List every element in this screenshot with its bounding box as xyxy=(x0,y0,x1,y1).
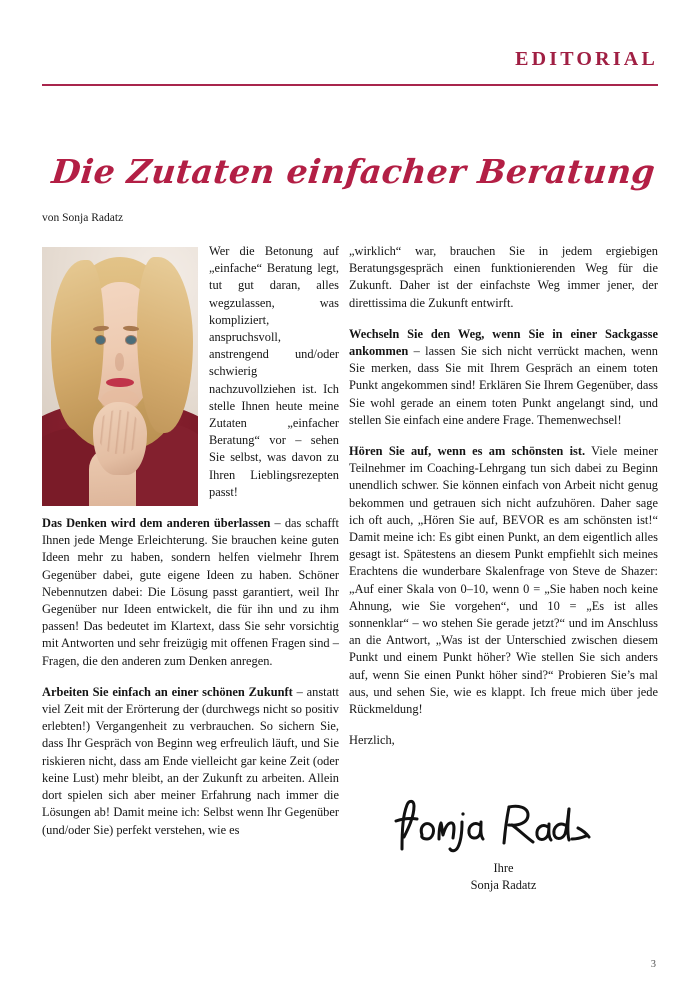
author-portrait-photo xyxy=(42,247,198,506)
paragraph-lead: Arbeiten Sie einfach an einer schönen Zukunft xyxy=(42,684,293,699)
paragraph-lead: Hören Sie auf, wenn es am schönsten ist. xyxy=(349,444,586,459)
paragraph xyxy=(349,443,658,718)
section-kicker: EDITORIAL xyxy=(515,48,658,70)
portrait-fingers xyxy=(98,410,140,454)
paragraph xyxy=(349,243,658,312)
paragraph-body: – anstatt viel Zeit mit der Erörterung der (durchwegs nicht so positiv erlebten!) Vergangenheit zu verbrauchen. So sichern Sie, dass Ihr Gespräch von Beginn weg erfreulich läuft, und Sie riskieren nicht, dass am Ende vielleicht gar keine Zeit (oder keine Lust) mehr bleibt, an der Zukunft zu arbeiten. Allein dort spielen sich aber meiner Erfahrung nach immer die Lösungen ab! Damit meine ich: Selbst wenn Ihr Gegenüber (und/oder Sie) perfekt verstehen, wie es xyxy=(42,684,339,837)
signature-caption-line2: Sonja Radatz xyxy=(470,878,537,893)
paragraph-body: Wer die Betonung auf „einfache“ Beratung legt, tut gut daran, alles wegzulassen, was kompliziert, anspruchsvoll, anstrengend und/oder schwierig nachzuvollziehen ist. Ich stelle Ihnen heute meine Zutaten „einfacher Beratung“ vor – sehen Sie selbst, was davon zu Ihren Lieblingsrezepten passt! xyxy=(209,244,339,499)
paragraph xyxy=(42,684,339,839)
paragraph xyxy=(42,515,339,670)
portrait-hair-front-left xyxy=(51,260,104,431)
portrait-nose xyxy=(115,353,124,371)
paragraph-lead: Das Denken wird dem anderen überlassen xyxy=(42,516,271,531)
page-title: Die Zutaten einfacher Beratung xyxy=(49,152,658,192)
page-number: 3 xyxy=(650,959,656,970)
article-column-left xyxy=(42,243,339,915)
paragraph-lead: Wechseln Sie den Weg, wenn Sie in einer Sackgasse ankommen xyxy=(349,326,658,359)
paragraph-closing xyxy=(349,732,658,749)
paragraph-body: – lassen Sie sich nicht verrückt machen, wenn Sie merken, dass Sie mit Ihrem Gespräch an einem toten Punkt angekommen sind! Erklären Sie Ihrem Gegenüber, dass Sie wohl gerade an einem toten Punkt angelangt sind, und stellen Sie einfach eine andere Frage. Themenwechsel! xyxy=(349,344,658,427)
paragraph-body: – das schafft Ihnen jede Menge Erleichterung. Sie brauchen keine guten Ideen mehr zu haben, sondern helfen vielmehr Ihrem Gegenüber dabei, gute eigene Ideen zu haben. Schöner Nebennutzen dabei: Die Lösung passt garantiert, weil Ihr Gegenüber nur Ideen entwickelt, die für ihn und zu ihm passen! Das bedeutet im Klartext, dass Sie sehr vorsichtig mit Antworten und sehr freizügig mit offenen Fragen sind – Fragen, die den anderen zum Denken anregen. xyxy=(42,516,339,668)
signature-handwriting-icon xyxy=(392,795,592,857)
author-signature xyxy=(392,795,592,857)
signature-caption xyxy=(349,860,658,895)
header-divider xyxy=(42,84,658,86)
portrait-eye-right xyxy=(126,336,136,344)
paragraph-body: Viele meiner Teilnehmer im Coaching-Lehrgang tun sich dabei zu Beginn unendlich schwer. Sie können einfach von Arbeit nicht genug bekommen und getrauen sich nicht aufzuhören. Daher sage ich oft auch, „Hören Sie auf, BEVOR es am schönsten ist!“ Damit meine ich: Es gibt einen Punkt, an dem eigentlich alles gesagt ist. Spätestens an diesem Punkt empfiehlt sich meines Erachtens die wunderbare Skalenfrage von Steve de Shazer: „Auf einer Skala von 0–10, wenn 0 = „Sie haben noch keine Ahnung, wie Sie vorgehen“, und 10 = „Es ist alles sonnenklar“ – wo stehen Sie gerade jetzt?“ und im Anschluss an die Antwort, „Was ist der Unterschied zwischen diesem Punkt und einem Punkt höher? Wie stellen Sie sich anders auf, wenn Sie einen Punkt höher sind?“ Probieren Sie’s mal aus, und sehen Sie, wie es klappt. Ich freue mich über jede Rückmeldung! xyxy=(349,444,658,717)
paragraph xyxy=(349,326,658,429)
signature-caption-line1: Ihre xyxy=(493,861,514,875)
paragraph-body: „wirklich“ war, brauchen Sie in jedem ergiebigen Beratungsgespräch einen funktionierenden Weg für die Zukunft. Daher ist der einfachste Weg immer jener, der direttissima die Zukunft entwirft. xyxy=(349,244,658,310)
portrait-lips xyxy=(106,378,134,387)
paragraph-body: Herzlich, xyxy=(349,733,395,748)
article-byline: von Sonja Radatz xyxy=(42,212,124,224)
